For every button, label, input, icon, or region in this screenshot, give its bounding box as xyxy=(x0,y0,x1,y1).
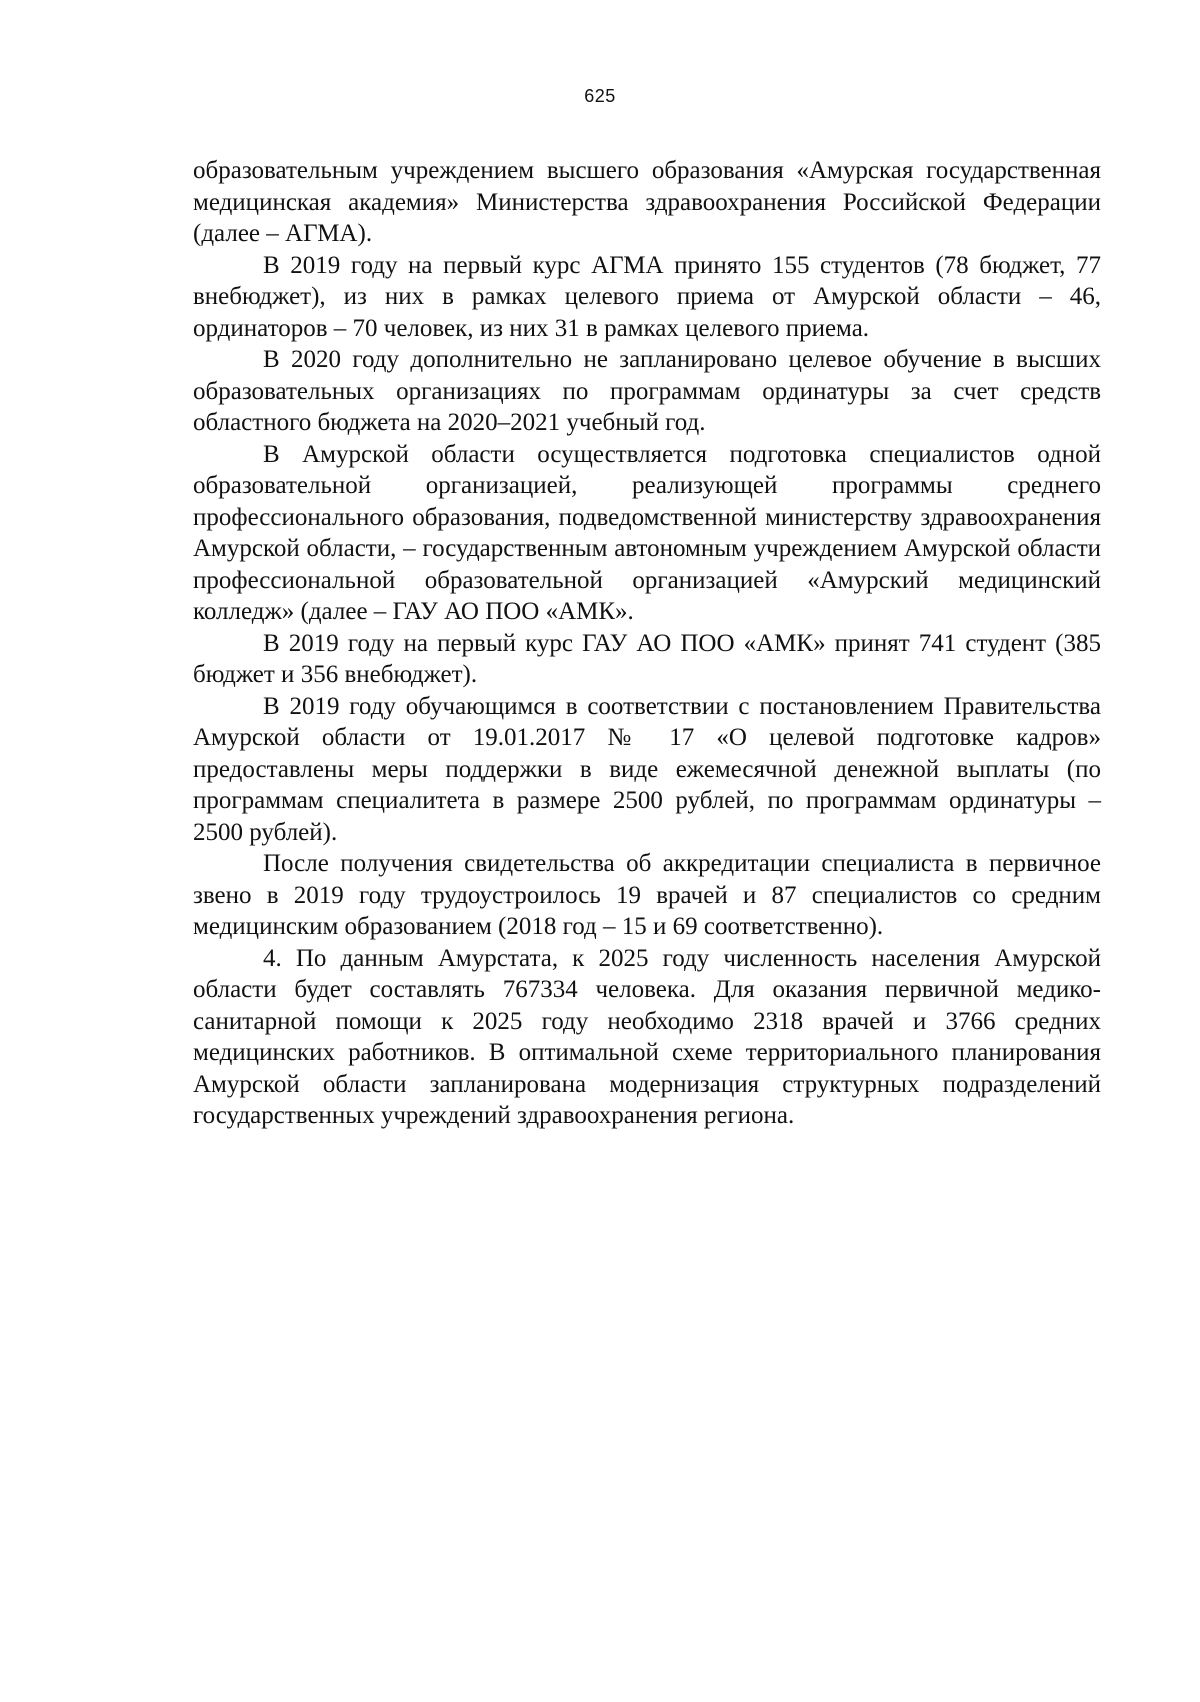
paragraph-agma-admission: В 2019 году на первый курс АГМА принято 155 студентов (78 бюджет, 77 внебюджет), из них в рамках целевого приема от Амурской области – 46, ординаторов – 70 человек, из них 31 в рамках целевого приема. xyxy=(193,251,1101,342)
paragraph-continuation: образовательным учреждением высшего образования «Амурская государственная медицинская академия» Министерства здравоохранения Российской Федерации (далее – АГМА). xyxy=(193,157,1101,247)
page-number: 625 xyxy=(584,86,616,106)
paragraph-employment: После получения свидетельства об аккредитации специалиста в первичное звено в 2019 году трудоустроилось 19 врачей и 87 специалистов со средним медицинским образованием (2018 год – 15 и 69 соответственно). xyxy=(193,850,1101,940)
paragraph-targeted-training-2020: В 2020 году дополнительно не запланировано целевое обучение в высших образовательных организациях по программам ординатуры за счет средств областного бюджета на 2020–2021 учебный год. xyxy=(193,346,1101,436)
paragraph-amk-college: В Амурской области осуществляется подготовка специалистов одной образовательной организацией, реализующей программы среднего профессионального образования, подведомственной министерству здравоохранения Амурской области, – государственным автономным учреждением Амурской области профессиональной образовательной организацией «Амурский медицинский колледж» (далее – ГАУ АО ПОО «АМК». xyxy=(193,440,1101,625)
paragraph-support-measures: В 2019 году обучающимся в соответствии с постановлением Правительства Амурской области от 19.01.2017 № 17 «О целевой подготовке кадров» предоставлены меры поддержки в виде ежемесячной денежной выплаты (по программам специалитета в размере 2500 рублей, по программам ординатуры – 2500 рублей). xyxy=(193,692,1101,846)
paragraph-amk-admission: В 2019 году на первый курс ГАУ АО ПОО «АМК» принят 741 студент (385 бюджет и 356 внебюджет). xyxy=(193,629,1101,688)
paragraph-amurstat-forecast: 4. По данным Амурстата, к 2025 году численность населения Амурской области будет составлять 767334 человека. Для оказания первичной медико-санитарной помощи к 2025 году необходимо 2318 врачей и 3766 средних медицинских работников. В оптимальной схеме территориального планирования Амурской области запланирована модернизация структурных подразделений государственных учреждений здравоохранения региона. xyxy=(193,944,1101,1129)
document-body xyxy=(193,155,1101,1132)
